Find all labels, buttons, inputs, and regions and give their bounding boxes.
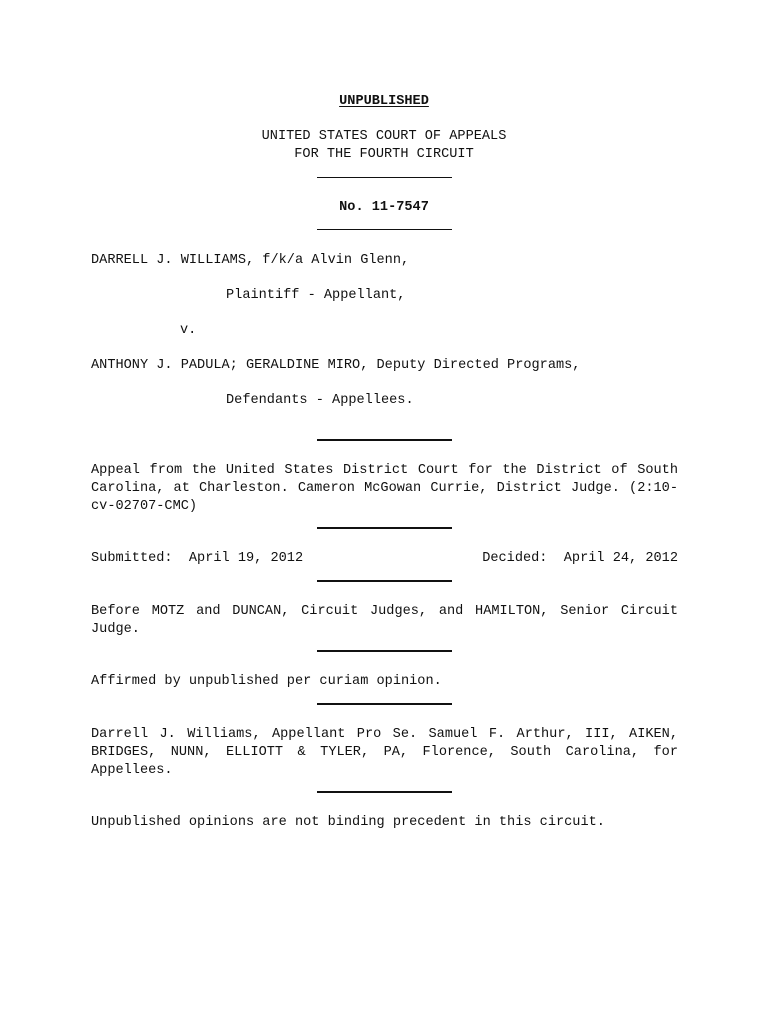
panel-paragraph: Before MOTZ and DUNCAN, Circuit Judges, and HAMILTON, Senior Circuit Judge. bbox=[91, 604, 678, 637]
case-number: No. 11-7547 bbox=[339, 200, 429, 215]
plaintiff-name: DARRELL J. WILLIAMS, f/k/a Alvin Glenn, bbox=[91, 253, 410, 268]
versus-label: v. bbox=[180, 323, 197, 338]
divider-rule bbox=[317, 580, 452, 582]
court-name-line2: FOR THE FOURTH CIRCUIT bbox=[294, 147, 474, 162]
defendants-names: ANTHONY J. PADULA; GERALDINE MIRO, Deputy Directed Programs, bbox=[91, 358, 581, 373]
submitted-date: Submitted: April 19, 2012 bbox=[91, 551, 304, 566]
divider-rule bbox=[317, 177, 452, 178]
unpublished-note: Unpublished opinions are not binding precedent in this circuit. bbox=[91, 815, 605, 830]
decided-date: Decided: April 24, 2012 bbox=[482, 551, 678, 566]
disposition-text: Affirmed by unpublished per curiam opinion. bbox=[91, 674, 442, 689]
divider-rule bbox=[317, 791, 452, 793]
court-name-line1: UNITED STATES COURT OF APPEALS bbox=[261, 129, 507, 144]
divider-rule bbox=[317, 439, 452, 441]
divider-rule bbox=[317, 703, 452, 705]
unpublished-heading: UNPUBLISHED bbox=[339, 94, 429, 109]
divider-rule bbox=[317, 229, 452, 230]
counsel-paragraph: Darrell J. Williams, Appellant Pro Se. Samuel F. Arthur, III, AIKEN, BRIDGES, NUNN, ELLIOTT & TYLER, PA, Florence, South Carolina, for Appellees. bbox=[91, 727, 678, 778]
defendants-role: Defendants - Appellees. bbox=[226, 393, 414, 408]
plaintiff-role: Plaintiff - Appellant, bbox=[226, 288, 406, 303]
divider-rule bbox=[317, 650, 452, 652]
divider-rule bbox=[317, 527, 452, 529]
dates-row bbox=[91, 550, 678, 568]
appeal-paragraph: Appeal from the United States District Court for the District of South Carolina, at Charleston. Cameron McGowan Currie, District Judge. (2:10-cv-02707-CMC) bbox=[91, 463, 678, 514]
